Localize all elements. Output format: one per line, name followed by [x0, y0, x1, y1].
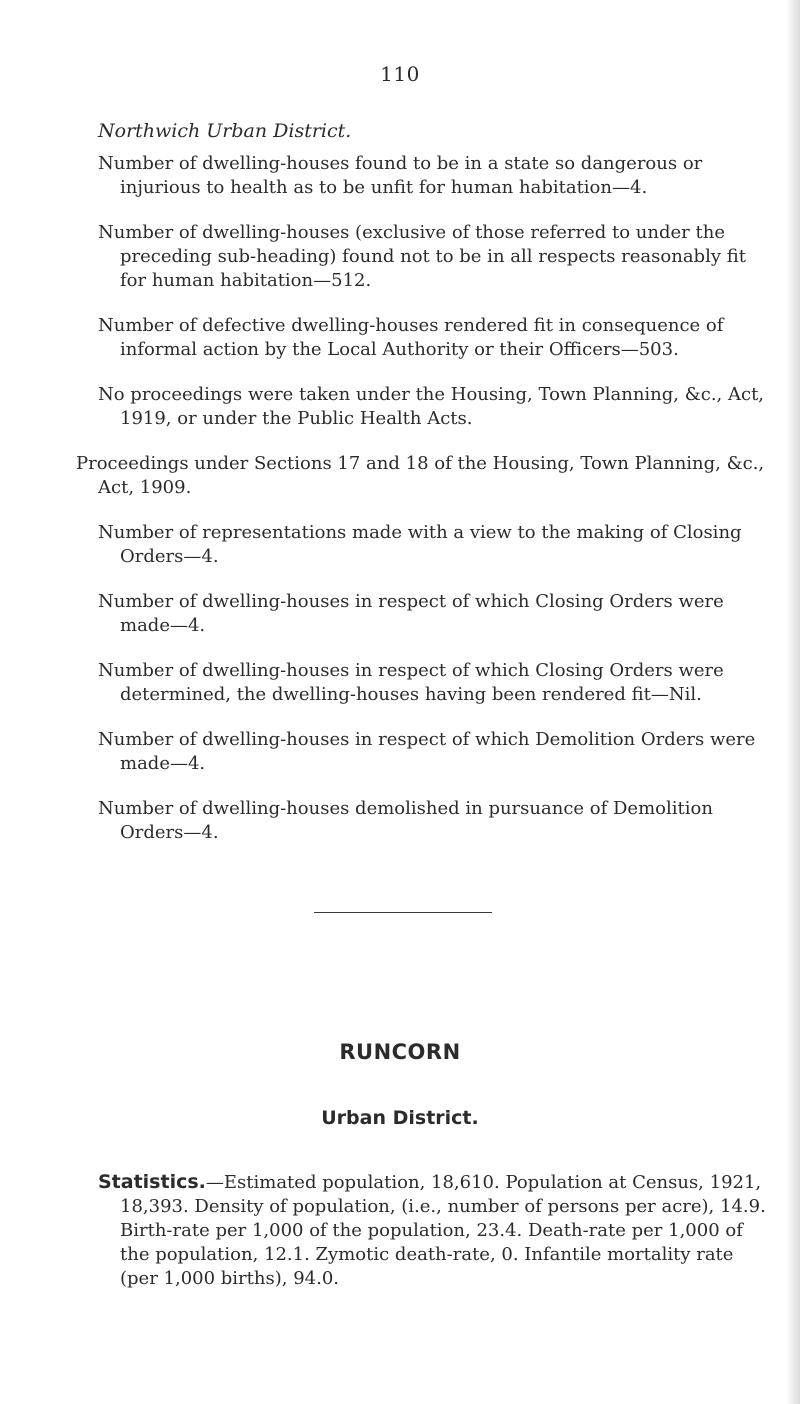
section-divider — [314, 912, 492, 913]
paragraph-closing-orders-determined: Number of dwelling-houses in respect of which Closing Orders were determined, the dwelling-houses having been rendered fit—Nil. — [98, 660, 724, 705]
statistics-text: —Estimated population, 18,610. Population at Census, 1921, 18,393. Density of population, (i.e., number of persons per acre), 14.9. Birth-rate per 1,000 of the population, 23.4. Death-rate per 1,000 of the population, 12.1. Zymotic death-rate, 0. Infantile mortality rate (per 1,000 births), 94.0. — [120, 1172, 766, 1289]
running-head: Northwich Urban District. — [98, 120, 352, 142]
paragraph-closing-orders-made: Number of dwelling-houses in respect of which Closing Orders were made—4. — [98, 591, 724, 636]
statistics-paragraph — [98, 1170, 770, 1291]
paragraph-no-proceedings: No proceedings were taken under the Housing, Town Planning, &c., Act, 1919, or under the Public Health Acts. — [98, 384, 765, 429]
northwich-housing-section — [76, 152, 770, 866]
paragraph-not-fit-houses: Number of dwelling-houses (exclusive of those referred to under the preceding sub-heading) found not to be in all respects reasonably fit for human habitation—512. — [98, 222, 746, 291]
page-number: 110 — [380, 62, 420, 86]
section-heading-proceedings: Proceedings under Sections 17 and 18 of the Housing, Town Planning, &c., Act, 1909. — [76, 453, 765, 498]
paragraph-representations: Number of representations made with a view to the making of Closing Orders—4. — [98, 522, 742, 567]
statistics-label: Statistics. — [98, 1171, 206, 1193]
paragraph-defective-houses: Number of defective dwelling-houses rendered fit in consequence of informal action by the Local Authority or their Officers—503. — [98, 315, 724, 360]
page-edge-shadow — [786, 0, 800, 1404]
paragraph-unfit-houses: Number of dwelling-houses found to be in a state so dangerous or injurious to health as to be unfit for human habitation—4. — [98, 153, 703, 198]
paragraph-houses-demolished: Number of dwelling-houses demolished in pursuance of Demolition Orders—4. — [98, 798, 713, 843]
district-heading: RUNCORN — [339, 1040, 461, 1064]
paragraph-demolition-orders-made: Number of dwelling-houses in respect of which Demolition Orders were made—4. — [98, 729, 756, 774]
district-subheading: Urban District. — [321, 1107, 479, 1129]
